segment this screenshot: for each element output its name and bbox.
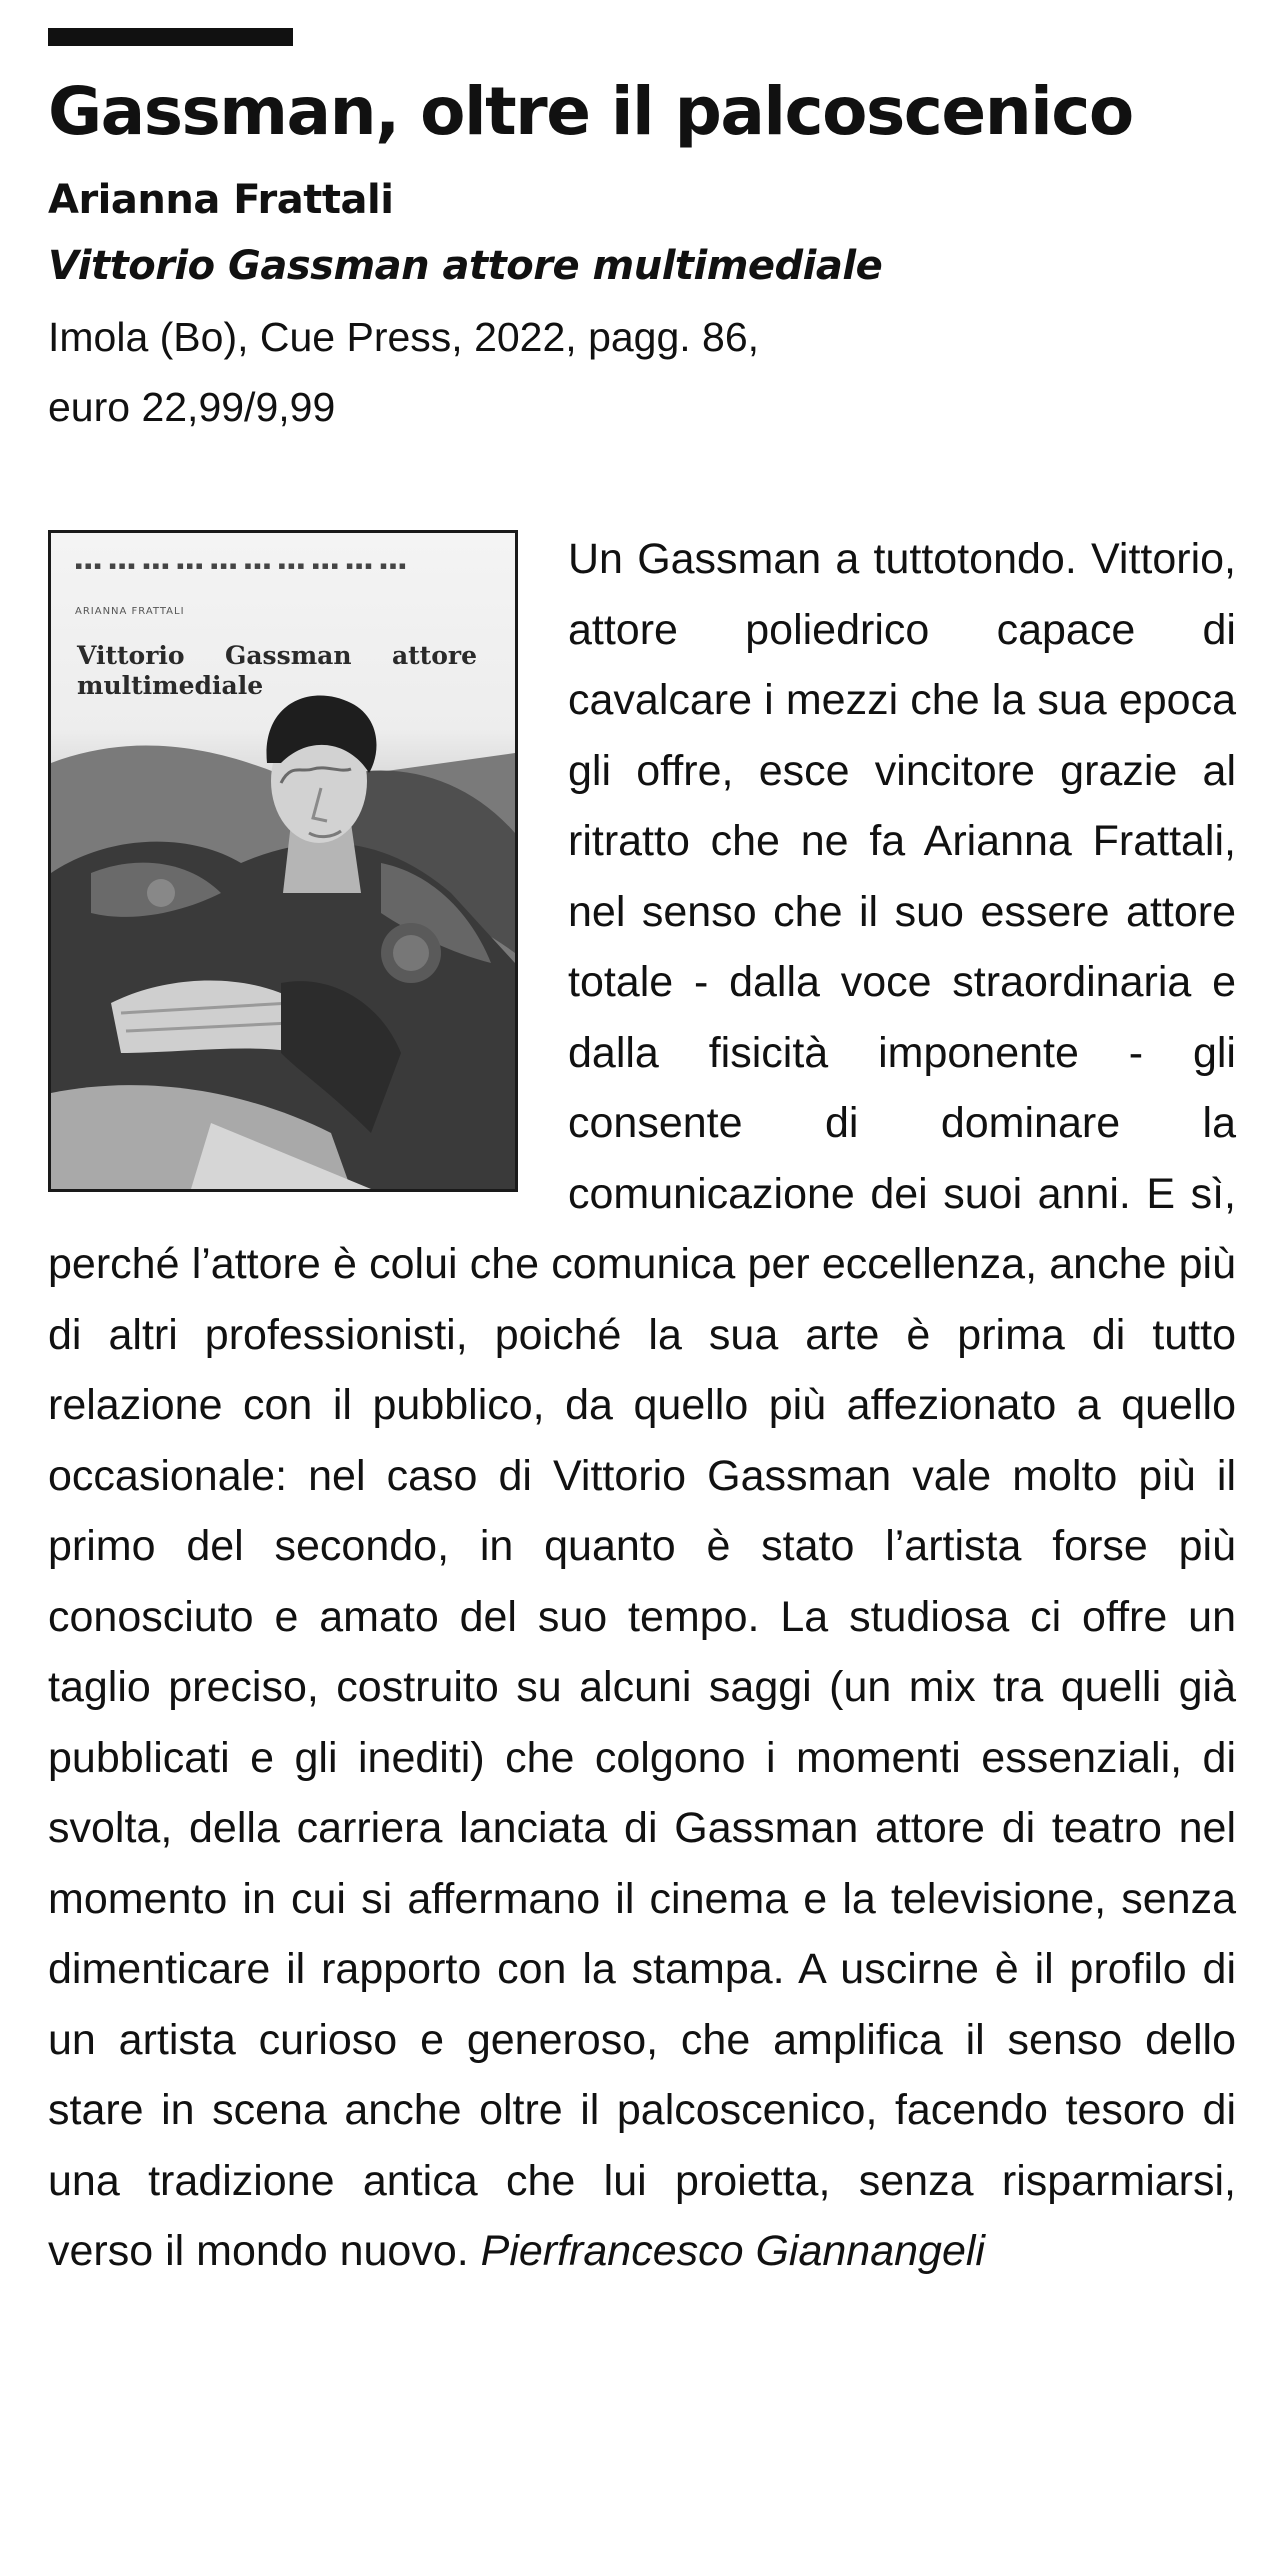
book-title: Vittorio Gassman attore multimediale <box>48 243 883 289</box>
top-rule <box>48 28 293 46</box>
cover-title: Vittorio Gassman attore multimediale <box>77 641 477 700</box>
cover-author: ARIANNA FRATTALI <box>75 606 185 617</box>
book-author: Arianna Frattali <box>48 177 394 223</box>
review-body-text: Un Gassman a tuttotondo. Vittorio, attore poliedrico capace di cavalcare i mezzi che la sua epoca gli offre, esce vincitore grazie al ritratto che ne fa Arianna Frattali, nel senso che il suo essere attore totale - dalla voce straordinaria e dalla fisicità imponente - gli consente di dominare la comunicazione dei suoi anni. E sì, perché l’attore è colui che comunica per eccellenza, anche più di altri professionisti, poiché la sua arte è prima di tutto relazione con il pubblico, da quello più affezionato a quello occasionale: nel caso di Vittorio Gassman vale molto più il primo del secondo, in quanto è stato l’artista forse più conosciuto e amato del suo tempo. La studiosa ci offre un taglio preciso, costruito su alcuni saggi (un mix tra quelli già pubblicati e gli inediti) che colgono i momenti essenziali, di svolta, della carriera lanciata di Gassman attore di teatro nel momento in cui si affermano il cinema e la televisione, senza dimenticare il rapporto con la stampa. A uscirne è il profilo di un artista curioso e generoso, che amplifica il senso dello stare in scena anche oltre il palcoscenico, facendo tesoro di una tradizione antica che lui proietta, senza risparmiarsi, verso il mondo nuovo. <box>48 535 1236 2275</box>
cover-series-text: ▪▪▪ ▪▪▪ ▪▪▪ ▪▪▪ ▪▪▪ ▪▪▪ ▪▪▪ ▪▪▪ ▪▪▪ ▪▪▪ <box>75 559 409 572</box>
publication-info-line1: Imola (Bo), Cue Press, 2022, pagg. 86, <box>48 314 760 360</box>
review-body <box>48 524 1236 2287</box>
reviewer-signature: Pierfrancesco Giannangeli <box>480 2227 985 2275</box>
headline: Gassman, oltre il palcoscenico <box>48 73 1133 150</box>
book-cover-image <box>48 530 518 1192</box>
review-article <box>48 28 1236 2287</box>
publication-info <box>48 302 948 442</box>
publication-info-line2: euro 22,99/9,99 <box>48 384 336 430</box>
